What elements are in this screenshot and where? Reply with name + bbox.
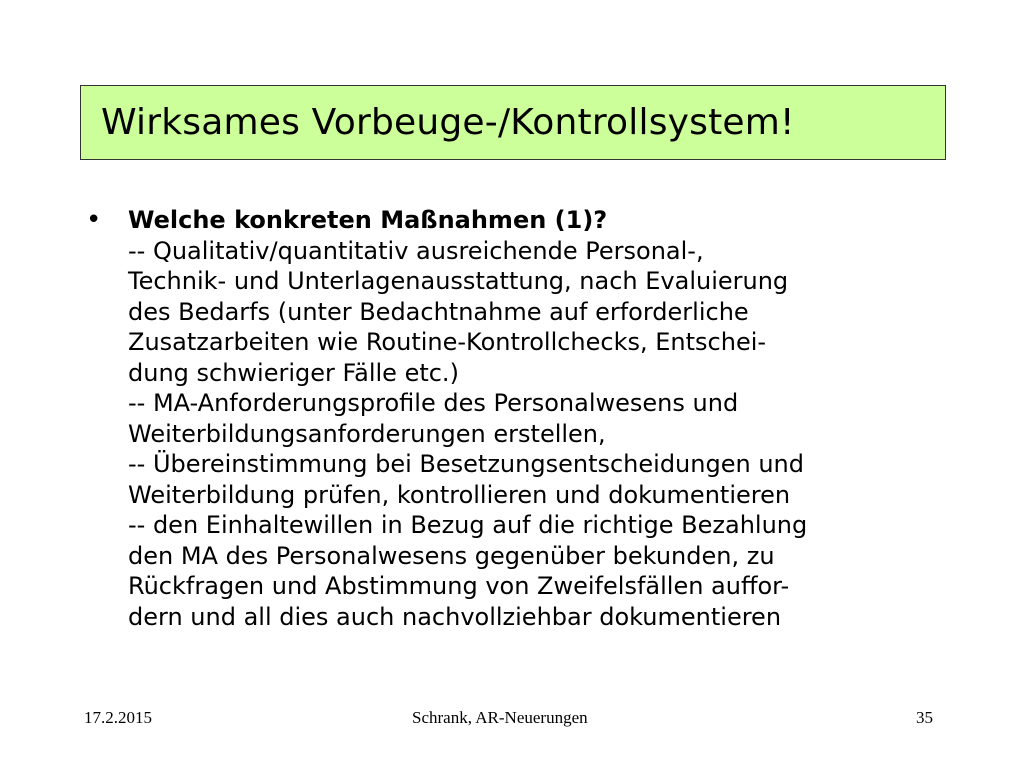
bullet-body [128,205,960,632]
body-line: den MA des Personalwesens gegenüber bekunden, zu [128,541,775,570]
footer-center: Schrank, AR-Neuerungen [412,708,588,727]
slide-content [80,205,960,632]
bullet-item [80,205,960,632]
body-line: Rückfragen und Abstimmung von Zweifelsfällen auffor- [128,572,790,600]
body-line: -- MA-Anforderungsprofile des Personalwesens und [128,389,739,417]
body-line: Zusatzarbeiten wie Routine-Kontrollchecks, Entschei- [128,328,767,356]
body-line: Weiterbildungsanforderungen erstellen, [128,419,606,448]
bullet-heading: Welche konkreten Maßnahmen (1)? [128,206,608,234]
body-line: -- den Einhaltewillen in Bezug auf die richtige Bezahlung [128,511,808,539]
body-line: -- Übereinstimmung bei Besetzungsentscheidungen und [128,450,804,478]
body-line: dung schwieriger Fälle etc.) [128,358,459,387]
body-line: dern und all dies auch nachvollziehbar dokumentieren [128,602,782,631]
body-line: des Bedarfs (unter Bedachtnahme auf erforderliche [128,297,749,326]
body-line: -- Qualitativ/quantitativ ausreichende Personal-, [128,236,704,265]
bullet-point: • [86,205,102,235]
footer-date: 17.2.2015 [84,708,152,727]
page-number: 35 [916,708,933,727]
slide-title: Wirksames Vorbeuge-/Kontrollsystem! [101,102,795,143]
body-line: Weiterbildung prüfen, kontrollieren und dokumentieren [128,480,791,509]
body-line: Technik- und Unterlagenausstattung, nach Evaluierung [128,267,789,295]
title-box [80,85,946,160]
